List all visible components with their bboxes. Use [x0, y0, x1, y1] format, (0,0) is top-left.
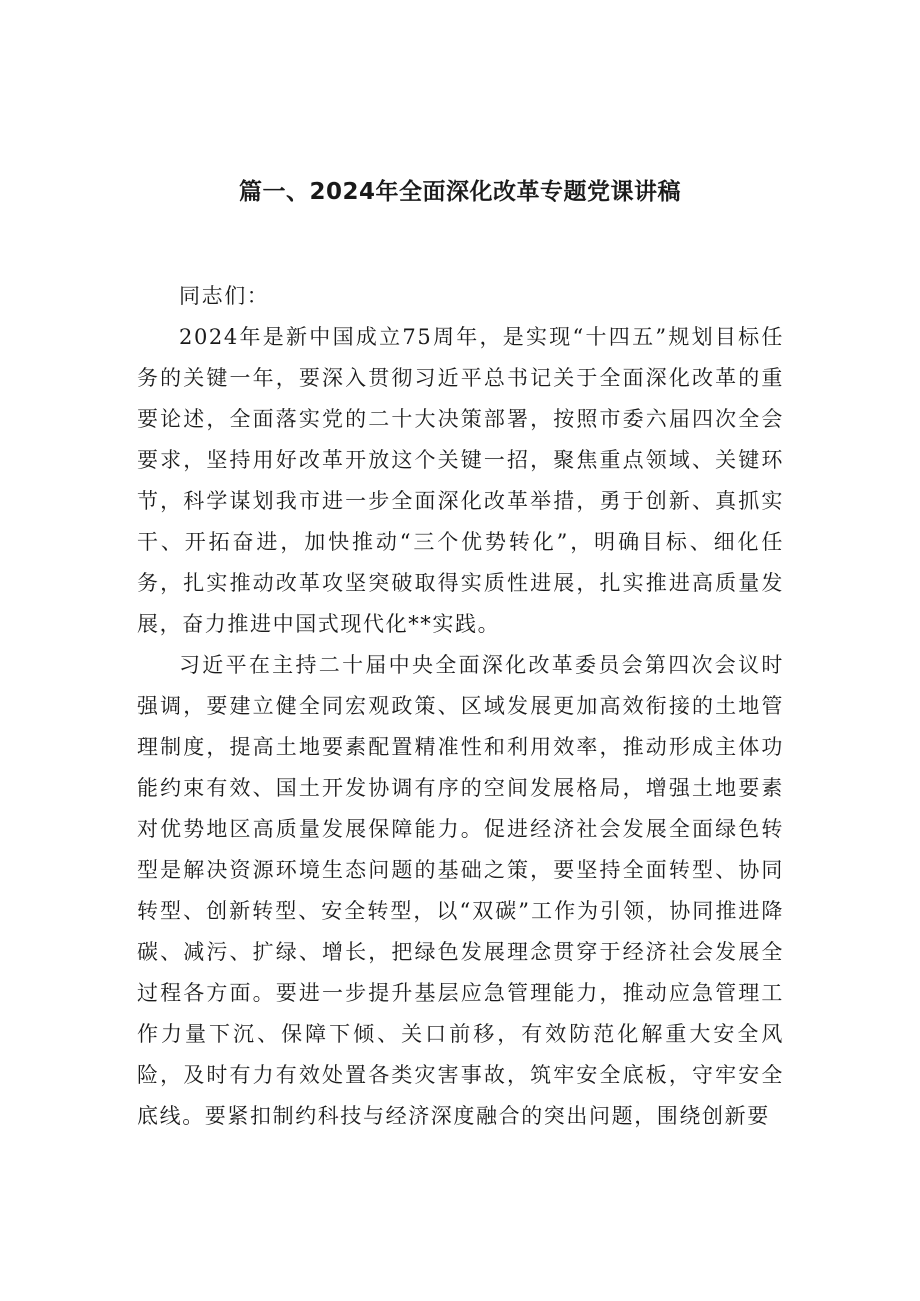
paragraph-meeting: 习近平在主持二十届中央全面深化改革委员会第四次会议时强调，要建立健全同宏观政策、区域发展更加高效衔接的土地管理制度，提高土地要素配置精准性和利用效率，推动形成主体功能约束有效、国土开发协调有序的空间发展格局，增强土地要素对优势地区高质量发展保障能力。促进经济社会发展全面绿色转型是解决资源环境生态问题的基础之策，要坚持全面转型、协同转型、创新转型、安全转型，以“双碳”工作为引领，协同推进降碳、减污、扩绿、增长，把绿色发展理念贯穿于经济社会发展全过程各方面。要进一步提升基层应急管理能力，推动应急管理工作力量下沉、保障下倾、关口前移，有效防范化解重大安全风险，及时有力有效处置各类灾害事故，筑牢安全底板，守牢安全底线。要紧扣制约科技与经济深度融合的突出问题，围绕创新要 — [137, 653, 784, 1128]
document-title: 篇一、2024年全面深化改革专题党课讲稿 — [238, 179, 681, 205]
paragraph-intro: 2024年是新中国成立75周年，是实现“十四五”规划目标任务的关键一年，要深入贯彻习近平总书记关于全面深化改革的重要论述，全面落实党的二十大决策部署，按照市委六届四次全会要求，坚持用好改革开放这个关键一招，聚焦重点领域、关键环节，科学谋划我市进一步全面深化改革举措，勇于创新、真抓实干、开拓奋进，加快推动“三个优势转化”，明确目标、细化任务，扎实推动改革攻坚突破取得实质性进展，扎实推进高质量发展，奋力推进中国式现代化**实践。 — [137, 325, 784, 636]
salutation: 同志们： — [179, 284, 270, 308]
document-body — [137, 276, 784, 1137]
